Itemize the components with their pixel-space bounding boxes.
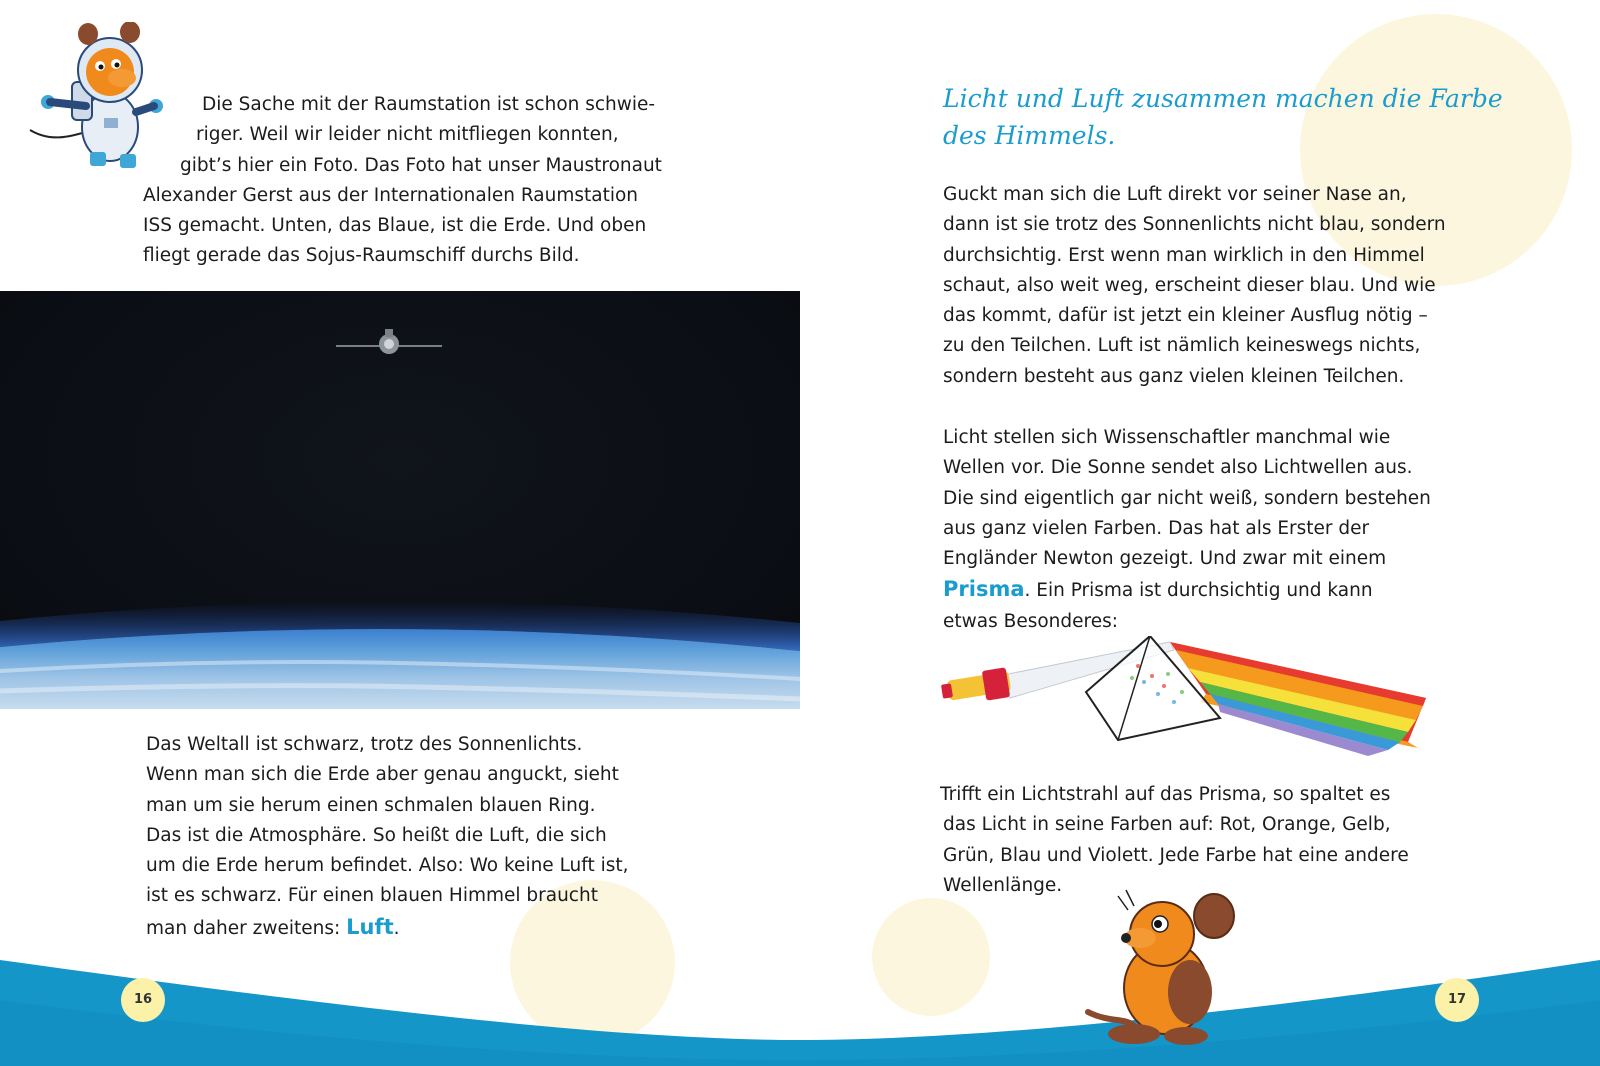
body-line: ist es schwarz. Für einen blauen Himmel braucht [146,885,598,907]
sitting-mouse-icon [1082,888,1248,1048]
paragraph-line: durchsichtig. Erst wenn man wirklich in den Himmel [943,244,1425,266]
body-line [146,912,629,944]
body-line: um die Erde herum befindet. Also: Wo keine Luft ist, [146,855,629,877]
body-paragraph [146,730,629,944]
page-number: 17 [1435,978,1479,1022]
soyuz-spacecraft-icon [0,291,800,709]
intro-line: fliegt gerade das Sojus-Raumschiff durchs Bild. [143,245,580,267]
keyword-luft: Luft [346,914,394,939]
paragraph-line: Grün, Blau und Violett. Jede Farbe hat eine andere [943,844,1409,866]
intro-paragraph [143,90,662,272]
paragraph-line: aus ganz vielen Farben. Das hat als Erster der [943,517,1370,539]
paragraph-line: Trifft ein Lichtstrahl auf das Prisma, so spaltet es [940,784,1391,805]
paragraph-air [943,180,1446,392]
paragraph-line-suffix: . Ein Prisma ist durchsichtig und kann [1024,580,1373,602]
body-line-suffix: . [393,917,400,939]
paragraph-line: sondern besteht aus ganz vielen kleinen Teilchen. [943,365,1405,387]
paragraph-line [943,574,1431,606]
paragraph-line: Wellenlänge. [943,874,1063,896]
body-line: Wenn man sich die Erde aber genau anguckt, sieht [146,764,619,786]
paragraph-line: schaut, also weit weg, erscheint dieser blau. Und wie [943,274,1436,296]
paragraph-light [943,423,1431,637]
intro-line: ISS gemacht. Unten, das Blaue, ist die Erde. Und oben [143,215,647,237]
paragraph-line: Licht stellen sich Wissenschaftler manchmal wie [943,427,1391,448]
paragraph-prism [940,780,1409,901]
intro-line: gibt’s hier ein Foto. Das Foto hat unser Maustronaut [180,154,662,176]
body-line: man um sie herum einen schmalen blauen Ring. [146,794,596,816]
paragraph-line: zu den Teilchen. Luft ist nämlich keineswegs nichts, [943,335,1421,357]
body-line: Das ist die Atmosphäre. So heißt die Luft, die sich [146,824,607,846]
paragraph-line: Engländer Newton gezeigt. Und zwar mit einem [943,548,1387,570]
paragraph-line: Wellen vor. Die Sonne sendet also Lichtwellen aus. [943,457,1413,479]
paragraph-line: Die sind eigentlich gar nicht weiß, sondern bestehen [943,487,1431,509]
page-number: 16 [121,978,165,1022]
paragraph-line: das kommt, dafür ist jetzt ein kleiner Ausflug nötig – [943,305,1428,327]
paragraph-line: etwas Besonderes: [943,610,1118,632]
right-page [800,0,1600,1066]
section-heading [943,80,1503,154]
paragraph-line: das Licht in seine Farben auf: Rot, Orange, Gelb, [943,814,1391,836]
paragraph-line: Guckt man sich die Luft direkt vor seiner Nase an, [943,184,1407,205]
body-line: Das Weltall ist schwarz, trotz des Sonnenlichts. [146,734,583,755]
heading-line: des Himmels. [943,121,1116,150]
heading-line: Licht und Luft zusammen machen die Farbe [943,84,1503,113]
intro-line: riger. Weil wir leider nicht mitfliegen konnten, [196,124,619,146]
prism-rainbow-icon [938,636,1458,758]
space-photo [0,291,800,709]
intro-line: Alexander Gerst aus der Internationalen Raumstation [143,184,639,206]
paragraph-line: dann ist sie trotz des Sonnenlichts nicht blau, sondern [943,214,1446,236]
intro-line: Die Sache mit der Raumstation ist schon schwie- [202,94,656,115]
body-line-prefix: man daher zweitens: [146,917,347,939]
keyword-prisma: Prisma [943,577,1025,602]
